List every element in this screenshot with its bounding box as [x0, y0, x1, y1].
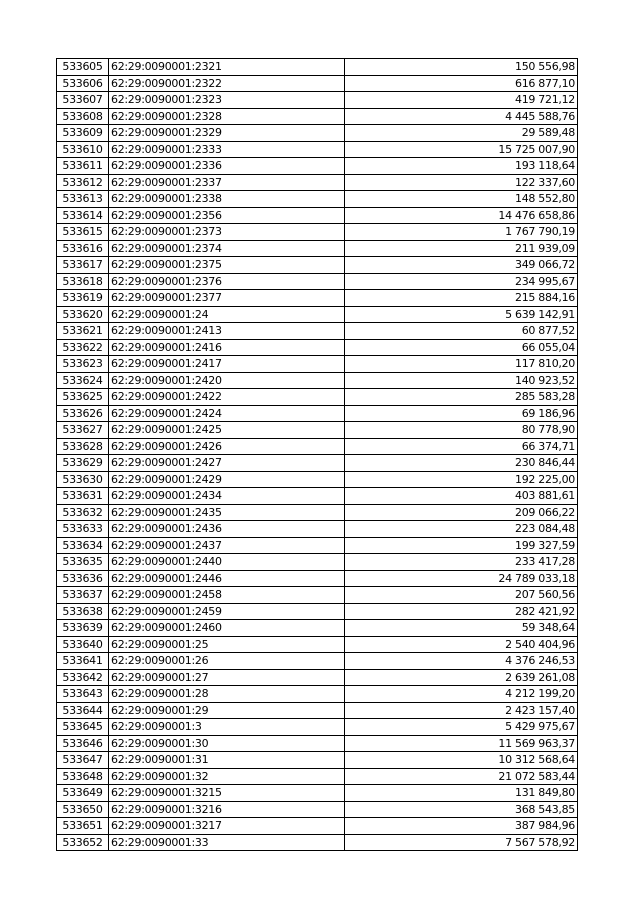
table-row: [57, 620, 578, 637]
row-number-cell: 533651: [57, 818, 109, 835]
cadastral-number-cell: 62:29:0090001:3216: [109, 801, 345, 818]
cadastral-value-cell: 80 778,90: [345, 422, 578, 439]
table-row: [57, 570, 578, 587]
table-row: [57, 455, 578, 472]
cadastral-number-cell: 62:29:0090001:2459: [109, 603, 345, 620]
cadastral-value-cell: 15 725 007,90: [345, 141, 578, 158]
row-number-cell: 533614: [57, 207, 109, 224]
cadastral-number-cell: 62:29:0090001:2460: [109, 620, 345, 637]
table-row: [57, 356, 578, 373]
row-number-cell: 533611: [57, 158, 109, 175]
row-number-cell: 533610: [57, 141, 109, 158]
row-number-cell: 533609: [57, 125, 109, 142]
table-row: [57, 752, 578, 769]
cadastral-value-cell: 140 923,52: [345, 372, 578, 389]
table-row: [57, 207, 578, 224]
cadastral-number-cell: 62:29:0090001:2426: [109, 438, 345, 455]
cadastral-number-cell: 62:29:0090001:24: [109, 306, 345, 323]
table-row: [57, 686, 578, 703]
row-number-cell: 533648: [57, 768, 109, 785]
cadastral-value-cell: 192 225,00: [345, 471, 578, 488]
cadastral-number-cell: 62:29:0090001:2446: [109, 570, 345, 587]
cadastral-value-cell: 21 072 583,44: [345, 768, 578, 785]
row-number-cell: 533605: [57, 59, 109, 76]
cadastral-value-cell: 14 476 658,86: [345, 207, 578, 224]
cadastral-number-cell: 62:29:0090001:28: [109, 686, 345, 703]
table-row: [57, 158, 578, 175]
table-row: [57, 422, 578, 439]
cadastral-value-cell: 5 639 142,91: [345, 306, 578, 323]
cadastral-number-cell: 62:29:0090001:2336: [109, 158, 345, 175]
table-row: [57, 702, 578, 719]
cadastral-number-cell: 62:29:0090001:2322: [109, 75, 345, 92]
cadastral-number-cell: 62:29:0090001:2328: [109, 108, 345, 125]
cadastral-number-cell: 62:29:0090001:2417: [109, 356, 345, 373]
row-number-cell: 533640: [57, 636, 109, 653]
cadastral-value-cell: 10 312 568,64: [345, 752, 578, 769]
row-number-cell: 533616: [57, 240, 109, 257]
cadastral-value-cell: 117 810,20: [345, 356, 578, 373]
table-row: [57, 554, 578, 571]
cadastral-number-cell: 62:29:0090001:3217: [109, 818, 345, 835]
cadastral-value-table: [56, 58, 578, 851]
table-body: [57, 59, 578, 851]
cadastral-number-cell: 62:29:0090001:2425: [109, 422, 345, 439]
row-number-cell: 533633: [57, 521, 109, 538]
cadastral-value-cell: 2 423 157,40: [345, 702, 578, 719]
cadastral-number-cell: 62:29:0090001:2429: [109, 471, 345, 488]
cadastral-number-cell: 62:29:0090001:2416: [109, 339, 345, 356]
cadastral-value-cell: 4 445 588,76: [345, 108, 578, 125]
table-row: [57, 521, 578, 538]
cadastral-number-cell: 62:29:0090001:2373: [109, 224, 345, 241]
table-row: [57, 504, 578, 521]
cadastral-value-cell: 215 884,16: [345, 290, 578, 307]
cadastral-number-cell: 62:29:0090001:2376: [109, 273, 345, 290]
row-number-cell: 533622: [57, 339, 109, 356]
row-number-cell: 533630: [57, 471, 109, 488]
row-number-cell: 533645: [57, 719, 109, 736]
cadastral-value-cell: 233 417,28: [345, 554, 578, 571]
table-row: [57, 636, 578, 653]
cadastral-number-cell: 62:29:0090001:2434: [109, 488, 345, 505]
cadastral-number-cell: 62:29:0090001:31: [109, 752, 345, 769]
row-number-cell: 533637: [57, 587, 109, 604]
table-row: [57, 405, 578, 422]
cadastral-value-cell: 230 846,44: [345, 455, 578, 472]
cadastral-number-cell: 62:29:0090001:3215: [109, 785, 345, 802]
table-row: [57, 125, 578, 142]
cadastral-number-cell: 62:29:0090001:25: [109, 636, 345, 653]
cadastral-value-cell: 24 789 033,18: [345, 570, 578, 587]
cadastral-number-cell: 62:29:0090001:2321: [109, 59, 345, 76]
cadastral-value-cell: 2 540 404,96: [345, 636, 578, 653]
row-number-cell: 533629: [57, 455, 109, 472]
cadastral-number-cell: 62:29:0090001:2329: [109, 125, 345, 142]
cadastral-value-cell: 5 429 975,67: [345, 719, 578, 736]
cadastral-value-cell: 29 589,48: [345, 125, 578, 142]
cadastral-value-cell: 282 421,92: [345, 603, 578, 620]
cadastral-value-cell: 69 186,96: [345, 405, 578, 422]
row-number-cell: 533624: [57, 372, 109, 389]
table-row: [57, 339, 578, 356]
table-row: [57, 669, 578, 686]
cadastral-value-cell: 211 939,09: [345, 240, 578, 257]
table-row: [57, 587, 578, 604]
table-row: [57, 257, 578, 274]
row-number-cell: 533649: [57, 785, 109, 802]
row-number-cell: 533647: [57, 752, 109, 769]
cadastral-value-cell: 148 552,80: [345, 191, 578, 208]
table-row: [57, 537, 578, 554]
row-number-cell: 533642: [57, 669, 109, 686]
table-row: [57, 818, 578, 835]
table-row: [57, 273, 578, 290]
table-row: [57, 603, 578, 620]
row-number-cell: 533619: [57, 290, 109, 307]
cadastral-number-cell: 62:29:0090001:2458: [109, 587, 345, 604]
row-number-cell: 533635: [57, 554, 109, 571]
row-number-cell: 533641: [57, 653, 109, 670]
cadastral-value-cell: 1 767 790,19: [345, 224, 578, 241]
row-number-cell: 533607: [57, 92, 109, 109]
row-number-cell: 533643: [57, 686, 109, 703]
table-row: [57, 174, 578, 191]
table-row: [57, 834, 578, 851]
cadastral-number-cell: 62:29:0090001:2374: [109, 240, 345, 257]
row-number-cell: 533636: [57, 570, 109, 587]
row-number-cell: 533620: [57, 306, 109, 323]
cadastral-number-cell: 62:29:0090001:2422: [109, 389, 345, 406]
cadastral-number-cell: 62:29:0090001:3: [109, 719, 345, 736]
row-number-cell: 533634: [57, 537, 109, 554]
table-row: [57, 785, 578, 802]
row-number-cell: 533618: [57, 273, 109, 290]
table-row: [57, 191, 578, 208]
cadastral-number-cell: 62:29:0090001:2435: [109, 504, 345, 521]
cadastral-number-cell: 62:29:0090001:2413: [109, 323, 345, 340]
cadastral-value-cell: 59 348,64: [345, 620, 578, 637]
table-row: [57, 719, 578, 736]
cadastral-number-cell: 62:29:0090001:26: [109, 653, 345, 670]
table-row: [57, 224, 578, 241]
cadastral-number-cell: 62:29:0090001:2375: [109, 257, 345, 274]
table-row: [57, 240, 578, 257]
table-row: [57, 653, 578, 670]
row-number-cell: 533646: [57, 735, 109, 752]
row-number-cell: 533612: [57, 174, 109, 191]
cadastral-value-cell: 285 583,28: [345, 389, 578, 406]
cadastral-number-cell: 62:29:0090001:2436: [109, 521, 345, 538]
table-row: [57, 389, 578, 406]
cadastral-number-cell: 62:29:0090001:2420: [109, 372, 345, 389]
cadastral-value-cell: 131 849,80: [345, 785, 578, 802]
cadastral-value-cell: 199 327,59: [345, 537, 578, 554]
cadastral-value-cell: 193 118,64: [345, 158, 578, 175]
table-row: [57, 306, 578, 323]
cadastral-value-cell: 223 084,48: [345, 521, 578, 538]
cadastral-value-cell: 60 877,52: [345, 323, 578, 340]
row-number-cell: 533644: [57, 702, 109, 719]
cadastral-number-cell: 62:29:0090001:33: [109, 834, 345, 851]
cadastral-number-cell: 62:29:0090001:2337: [109, 174, 345, 191]
cadastral-number-cell: 62:29:0090001:2333: [109, 141, 345, 158]
table-row: [57, 92, 578, 109]
row-number-cell: 533613: [57, 191, 109, 208]
table-row: [57, 290, 578, 307]
table-row: [57, 438, 578, 455]
row-number-cell: 533623: [57, 356, 109, 373]
row-number-cell: 533638: [57, 603, 109, 620]
row-number-cell: 533650: [57, 801, 109, 818]
table-row: [57, 108, 578, 125]
cadastral-number-cell: 62:29:0090001:30: [109, 735, 345, 752]
table-row: [57, 323, 578, 340]
table-row: [57, 735, 578, 752]
cadastral-number-cell: 62:29:0090001:2437: [109, 537, 345, 554]
cadastral-value-cell: 2 639 261,08: [345, 669, 578, 686]
row-number-cell: 533639: [57, 620, 109, 637]
table-row: [57, 801, 578, 818]
row-number-cell: 533628: [57, 438, 109, 455]
cadastral-value-cell: 387 984,96: [345, 818, 578, 835]
cadastral-number-cell: 62:29:0090001:32: [109, 768, 345, 785]
cadastral-value-cell: 150 556,98: [345, 59, 578, 76]
table-row: [57, 372, 578, 389]
table-row: [57, 471, 578, 488]
cadastral-value-cell: 234 995,67: [345, 273, 578, 290]
row-number-cell: 533615: [57, 224, 109, 241]
cadastral-value-cell: 122 337,60: [345, 174, 578, 191]
table-row: [57, 488, 578, 505]
cadastral-value-cell: 419 721,12: [345, 92, 578, 109]
cadastral-number-cell: 62:29:0090001:2356: [109, 207, 345, 224]
row-number-cell: 533632: [57, 504, 109, 521]
cadastral-value-cell: 207 560,56: [345, 587, 578, 604]
cadastral-value-cell: 4 212 199,20: [345, 686, 578, 703]
cadastral-value-cell: 66 055,04: [345, 339, 578, 356]
cadastral-number-cell: 62:29:0090001:29: [109, 702, 345, 719]
row-number-cell: 533626: [57, 405, 109, 422]
cadastral-value-cell: 7 567 578,92: [345, 834, 578, 851]
cadastral-number-cell: 62:29:0090001:2338: [109, 191, 345, 208]
cadastral-number-cell: 62:29:0090001:2377: [109, 290, 345, 307]
table-row: [57, 75, 578, 92]
cadastral-value-cell: 368 543,85: [345, 801, 578, 818]
row-number-cell: 533608: [57, 108, 109, 125]
cadastral-value-cell: 209 066,22: [345, 504, 578, 521]
cadastral-number-cell: 62:29:0090001:2424: [109, 405, 345, 422]
row-number-cell: 533652: [57, 834, 109, 851]
cadastral-number-cell: 62:29:0090001:27: [109, 669, 345, 686]
cadastral-number-cell: 62:29:0090001:2323: [109, 92, 345, 109]
cadastral-number-cell: 62:29:0090001:2427: [109, 455, 345, 472]
row-number-cell: 533617: [57, 257, 109, 274]
table-row: [57, 768, 578, 785]
row-number-cell: 533631: [57, 488, 109, 505]
cadastral-value-cell: 349 066,72: [345, 257, 578, 274]
cadastral-value-cell: 4 376 246,53: [345, 653, 578, 670]
cadastral-value-cell: 11 569 963,37: [345, 735, 578, 752]
table-row: [57, 59, 578, 76]
cadastral-number-cell: 62:29:0090001:2440: [109, 554, 345, 571]
row-number-cell: 533625: [57, 389, 109, 406]
row-number-cell: 533606: [57, 75, 109, 92]
cadastral-value-cell: 403 881,61: [345, 488, 578, 505]
table-row: [57, 141, 578, 158]
cadastral-value-cell: 66 374,71: [345, 438, 578, 455]
cadastral-value-cell: 616 877,10: [345, 75, 578, 92]
row-number-cell: 533627: [57, 422, 109, 439]
row-number-cell: 533621: [57, 323, 109, 340]
